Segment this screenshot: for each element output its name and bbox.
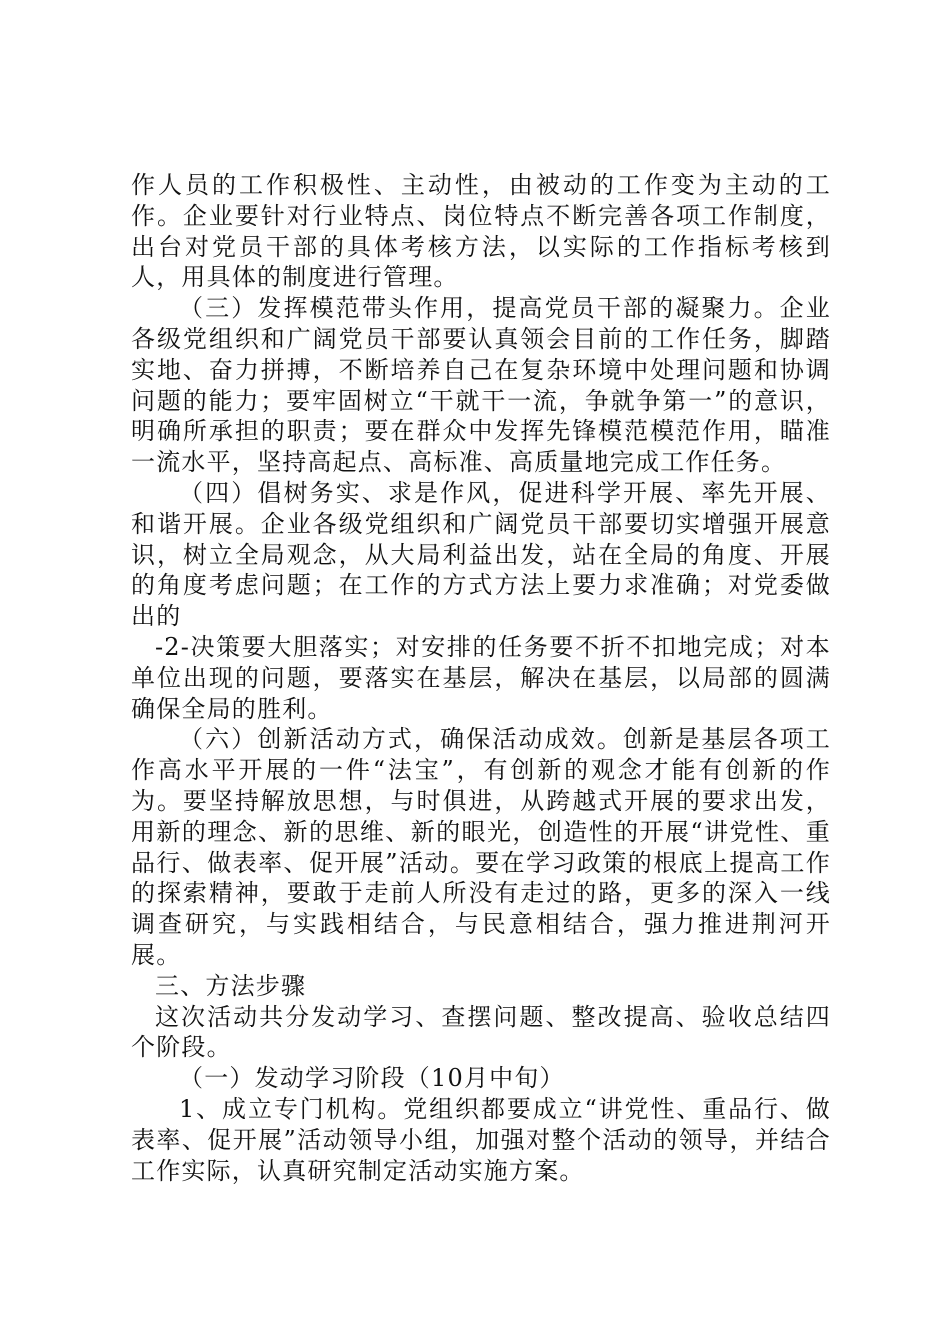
paragraph-continuation: 作人员的工作积极性、主动性，由被动的工作变为主动的工作。企业要针对行业特点、岗位特点不断完善各项工作制度，出台对党员干部的具体考核方法，以实际的工作指标考核到人，用具体的制度进行管理。 <box>131 171 831 292</box>
heading-stage-1: （一）发动学习阶段（10月中旬） <box>179 1064 565 1093</box>
paragraph-section-6: （六）创新活动方式，确保活动成效。创新是基层各项工作高水平开展的一件“法宝”，有创新的观念才能有创新的作为。要坚持解放思想，与时俱进，从跨越式开展的要求出发，用新的理念、新的思维、新的眼光，创造性的开展“讲党性、重品行、做表率、促开展”活动。要在学习政策的根底上提高工作的探索精神，要敢于走前人所没有走过的路，更多的深入一线调查研究，与实践相结合，与民意相结合，强力推进荆河开展。 <box>131 725 831 969</box>
heading-method-steps: 三、方法步骤 <box>155 971 307 1000</box>
paragraph-stages: 这次活动共分发动学习、查摆问题、整改提高、验收总结四个阶段。 <box>131 1002 831 1062</box>
paragraph-page-break-continuation: -2-决策要大胆落实；对安排的任务要不折不扣地完成；对本单位出现的问题，要落实在基层，解决在基层，以局部的圆满确保全局的胜利。 <box>131 632 831 723</box>
document-body <box>131 170 831 1186</box>
paragraph-section-4: （四）倡树务实、求是作风，促进科学开展、率先开展、和谐开展。企业各级党组织和广阔党员干部要切实增强开展意识，树立全局观念，从大局利益出发，站在全局的角度、开展的角度考虑问题；在工作的方式方法上要力求准确；对党委做出的 <box>131 478 831 631</box>
paragraph-section-3: （三）发挥模范带头作用，提高党员干部的凝聚力。企业各级党组织和广阔党员干部要认真领会目前的工作任务，脚踏实地、奋力拼搏，不断培养自己在复杂环境中处理问题和协调问题的能力；要牢固树立“干就干一流，争就争第一”的意识，明确所承担的职责；要在群众中发挥先锋模范模范作用，瞄准一流水平，坚持高起点、高标准、高质量地完成工作任务。 <box>131 294 831 477</box>
paragraph-item-1: 1、成立专门机构。党组织都要成立“讲党性、重品行、做表率、促开展”活动领导小组，加强对整个活动的领导，并结合工作实际，认真研究制定活动实施方案。 <box>131 1094 831 1185</box>
